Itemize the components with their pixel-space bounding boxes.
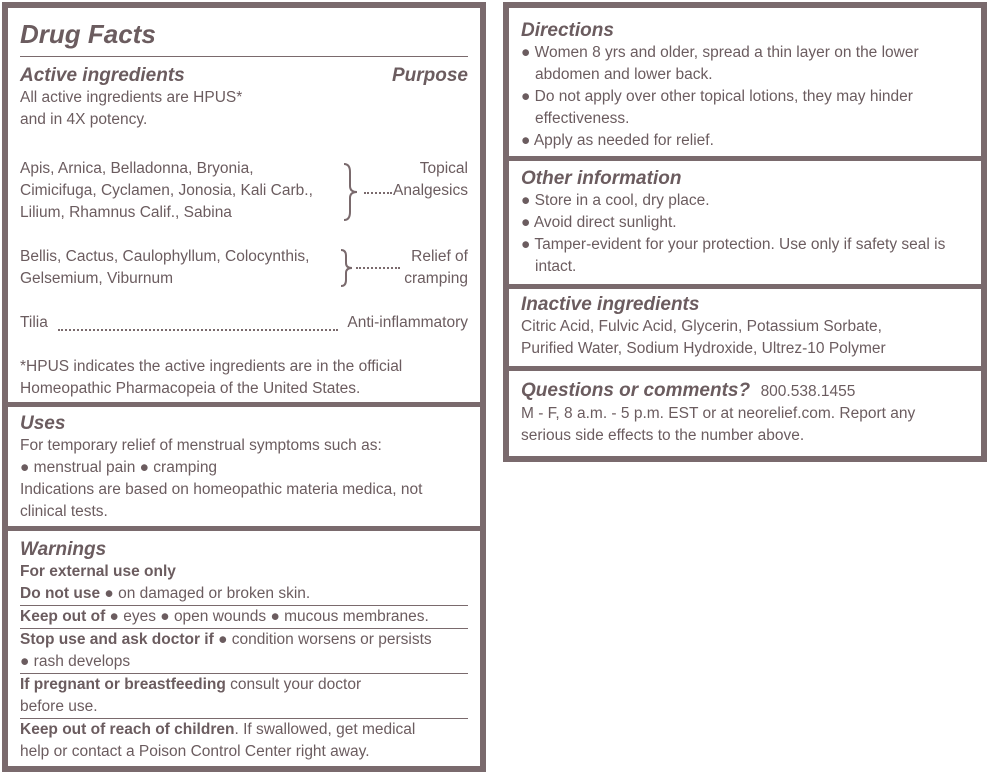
section-divider xyxy=(509,366,981,371)
do-not-use-label: Do not use xyxy=(20,585,101,602)
ingredient-group-2-line-1: Bellis, Cactus, Caulophyllum, Colocynthis, xyxy=(20,248,310,265)
uses-section xyxy=(8,413,480,523)
ingredient-group-1-line-2: Cimicifuga, Cyclamen, Jonosia, Kali Carb., xyxy=(20,182,313,199)
tilia-leader-dots xyxy=(58,329,338,331)
drug-facts-title: Drug Facts xyxy=(20,19,156,49)
questions-line-2: serious side effects to the number above. xyxy=(521,427,805,444)
uses-heading: Uses xyxy=(20,413,66,434)
ingredient-group-2-line-2: Gelsemium, Viburnum xyxy=(20,270,174,287)
other-info-item-2: ● Avoid direct sunlight. xyxy=(521,214,677,231)
inactive-ingredients-section xyxy=(509,294,981,360)
questions-heading: Questions or comments? xyxy=(521,380,751,401)
hpus-footnote-line-2: Homeopathic Pharmacopeia of the United States. xyxy=(20,380,361,397)
questions-phone: 800.538.1455 xyxy=(760,383,856,400)
children-label: Keep out of reach of children xyxy=(20,721,235,738)
other-information-heading: Other information xyxy=(521,168,682,189)
other-info-item-1: ● Store in a cool, dry place. xyxy=(521,192,710,209)
stop-use-line-2: ● rash develops xyxy=(20,653,131,670)
purpose-heading: Purpose xyxy=(391,65,468,86)
questions-line-1: M - F, 8 a.m. - 5 p.m. EST or at neorelief.com. Report any xyxy=(521,405,916,422)
group-1-purpose-line-1: Topical xyxy=(419,160,468,177)
pregnant-text: consult your doctor xyxy=(225,676,362,693)
group-2-purpose-line-2: cramping xyxy=(404,270,468,287)
directions-section xyxy=(509,20,981,152)
group-2-leader-dots xyxy=(356,267,400,269)
active-intro-line-2: and in 4X potency. xyxy=(20,111,148,128)
drug-facts-left-panel xyxy=(2,2,486,772)
do-not-use-text: ● on damaged or broken skin. xyxy=(100,585,311,602)
directions-item-3: ● Apply as needed for relief. xyxy=(521,132,714,149)
questions-section xyxy=(509,380,981,447)
children-text: . If swallowed, get medical xyxy=(234,721,416,738)
active-ingredients-heading: Active ingredients xyxy=(20,65,185,86)
group-2-brace-icon xyxy=(338,248,358,288)
keep-out-of-text: ● eyes ● open wounds ● mucous membranes. xyxy=(105,608,429,625)
pregnant-line xyxy=(20,673,468,696)
children-line-2: help or contact a Poison Control Center right away. xyxy=(20,743,370,760)
external-use-line: For external use only xyxy=(20,563,176,580)
keep-out-of-label: Keep out of xyxy=(20,608,106,625)
stop-use-label: Stop use and ask doctor if xyxy=(20,631,214,648)
pregnant-label: If pregnant or breastfeeding xyxy=(20,676,226,693)
group-1-purpose-line-2: Analgesics xyxy=(393,182,468,199)
warnings-heading: Warnings xyxy=(20,539,107,560)
ingredient-group-1-line-3: Lilium, Rhamnus Calif., Sabina xyxy=(20,204,232,221)
uses-line-1: For temporary relief of menstrual symptoms such as: xyxy=(20,437,382,454)
section-divider xyxy=(509,156,981,161)
hpus-footnote-line-1: *HPUS indicates the active ingredients are in the official xyxy=(20,358,403,375)
uses-line-4: clinical tests. xyxy=(20,503,108,520)
section-divider xyxy=(8,402,480,407)
pregnant-line-2: before use. xyxy=(20,698,98,715)
warnings-section xyxy=(8,539,480,763)
group-1-brace-icon xyxy=(341,162,363,222)
inactive-line-2: Purified Water, Sodium Hydroxide, Ultrez-10 Polymer xyxy=(521,340,886,357)
active-intro-line-1: All active ingredients are HPUS* xyxy=(20,89,243,106)
section-divider xyxy=(509,284,981,289)
directions-item-1: ● Women 8 yrs and older, spread a thin layer on the lower abdomen and lower back. xyxy=(521,44,919,83)
children-line xyxy=(20,718,468,741)
title-rule xyxy=(20,56,468,57)
drug-facts-right-panel xyxy=(503,2,987,462)
other-info-item-3: ● Tamper-evident for your protection. Use only if safety seal is intact. xyxy=(521,236,946,275)
directions-heading: Directions xyxy=(521,20,614,41)
uses-line-3: Indications are based on homeopathic materia medica, not xyxy=(20,481,423,498)
active-ingredients-section xyxy=(8,18,480,404)
inactive-line-1: Citric Acid, Fulvic Acid, Glycerin, Potassium Sorbate, xyxy=(521,318,882,335)
group-2-purpose-line-1: Relief of xyxy=(411,248,468,265)
ingredient-group-1-line-1: Apis, Arnica, Belladonna, Bryonia, xyxy=(20,160,254,177)
group-1-leader-dots xyxy=(364,192,392,194)
do-not-use-line xyxy=(20,583,468,605)
stop-use-line xyxy=(20,628,468,651)
other-information-section xyxy=(509,168,981,278)
section-divider xyxy=(8,526,480,531)
uses-line-2: ● menstrual pain ● cramping xyxy=(20,459,218,476)
inactive-ingredients-heading: Inactive ingredients xyxy=(521,294,700,315)
directions-item-2: ● Do not apply over other topical lotions, they may hinder effectiveness. xyxy=(521,88,913,127)
keep-out-of-line xyxy=(20,605,468,628)
tilia-purpose: Anti-inflammatory xyxy=(347,314,468,331)
tilia-ingredient: Tilia xyxy=(20,314,48,331)
stop-use-text: ● condition worsens or persists xyxy=(213,631,432,648)
